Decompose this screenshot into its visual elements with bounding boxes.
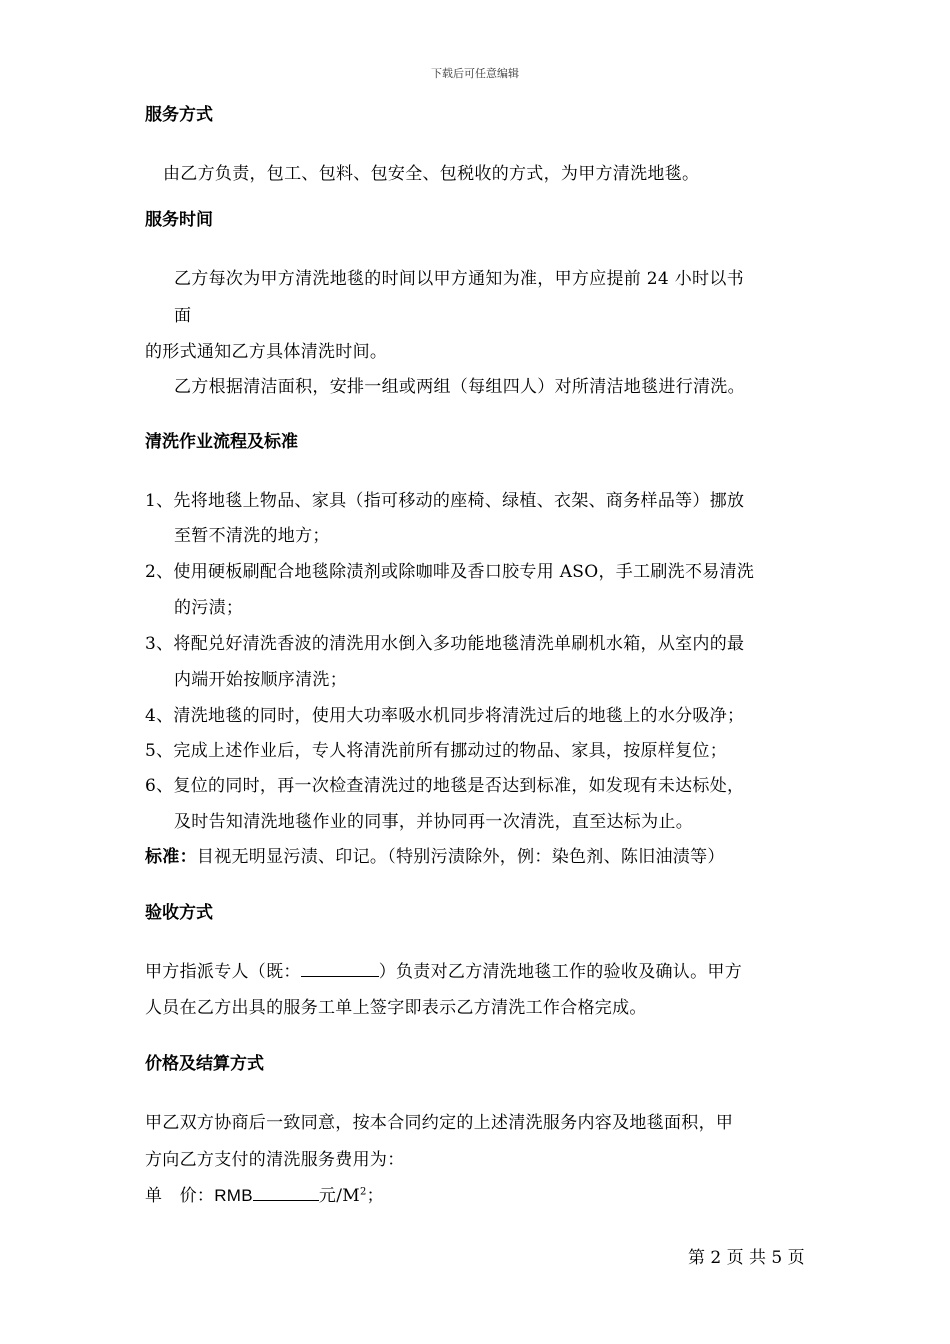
service-mode-text: 由乙方负责，包工、包料、包安全、包税收的方式，为甲方清洗地毯。 [163, 164, 700, 184]
currency-label: RMB [214, 1186, 253, 1205]
header-note: 下载后可任意编辑 [431, 67, 519, 80]
acceptance-line1 [145, 957, 742, 982]
unit-suffix: 元/M [318, 1186, 360, 1206]
acceptance-line1-after: ）负责对乙方清洗地毯工作的验收及确认。甲方 [378, 962, 743, 982]
process-step-4-line1: 4、清洗地毯的同时，使用大功率吸水机同步将清洗过后的地毯上的水分吸净； [145, 706, 745, 726]
process-step-6-line1: 6、复位的同时，再一次检查清洗过的地毯是否达到标准，如发现有未达标处， [145, 776, 745, 796]
heading-service-time: 服务时间 [145, 210, 213, 230]
process-step-3-line2: 内端开始按顺序清洗； [174, 670, 347, 690]
process-standard [145, 842, 725, 867]
unit-end: ； [366, 1186, 384, 1206]
standard-text: 目视无明显污渍、印记。（特别污渍除外，例：染色剂、陈旧油渍等） [196, 847, 725, 867]
service-time-line3: 的形式通知乙方具体清洗时间。 [145, 342, 388, 362]
process-step-3-line1: 3、将配兑好清洗香波的清洗用水倒入多功能地毯清洗单刷机水箱，从室内的最 [145, 634, 745, 654]
unit-price-blank[interactable] [253, 1186, 319, 1201]
heading-process: 清洗作业流程及标准 [145, 432, 298, 452]
acceptance-line2: 人员在乙方出具的服务工单上签字即表示乙方清洗工作合格完成。 [145, 998, 647, 1018]
unit-superscript: 2 [359, 1186, 367, 1198]
process-step-1-line2: 至暂不清洗的地方； [174, 526, 330, 546]
process-step-2-line1: 2、使用硬板刷配合地毯除渍剂或除咖啡及香口胶专用 ASO，手工刷洗不易清洗 [145, 562, 755, 582]
service-time-line2: 面 [174, 306, 192, 326]
heading-service-mode: 服务方式 [145, 105, 213, 125]
process-step-6-line2: 及时告知清洗地毯作业的同事，并协同再一次清洗，直至达标为止。 [174, 812, 693, 832]
heading-acceptance: 验收方式 [145, 903, 213, 923]
heading-price: 价格及结算方式 [145, 1054, 264, 1074]
service-time-line1: 乙方每次为甲方清洗地毯的时间以甲方通知为准，甲方应提前 24 小时以书 [174, 269, 744, 289]
acceptance-person-blank[interactable] [301, 962, 379, 977]
price-line2: 方向乙方支付的清洗服务费用为： [145, 1150, 405, 1170]
service-time-line4: 乙方根据清洁面积，安排一组或两组（每组四人）对所清洁地毯进行清洗。 [174, 377, 745, 397]
unit-price-label: 单 价： [145, 1186, 215, 1206]
acceptance-line1-before: 甲方指派专人（既： [145, 962, 301, 982]
process-step-1-line1: 1、先将地毯上物品、家具（指可移动的座椅、绿植、衣架、商务样品等）挪放 [145, 491, 745, 511]
standard-label: 标准： [145, 847, 197, 867]
process-step-2-line2: 的污渍； [174, 598, 244, 618]
process-step-5-line1: 5、完成上述作业后，专人将清洗前所有挪动过的物品、家具，按原样复位； [145, 741, 728, 761]
page-number-footer: 第 2 页 共 5 页 [688, 1248, 805, 1268]
price-unit-line [145, 1181, 384, 1206]
price-line1: 甲乙双方协商后一致同意，按本合同约定的上述清洗服务内容及地毯面积，甲 [145, 1113, 734, 1133]
